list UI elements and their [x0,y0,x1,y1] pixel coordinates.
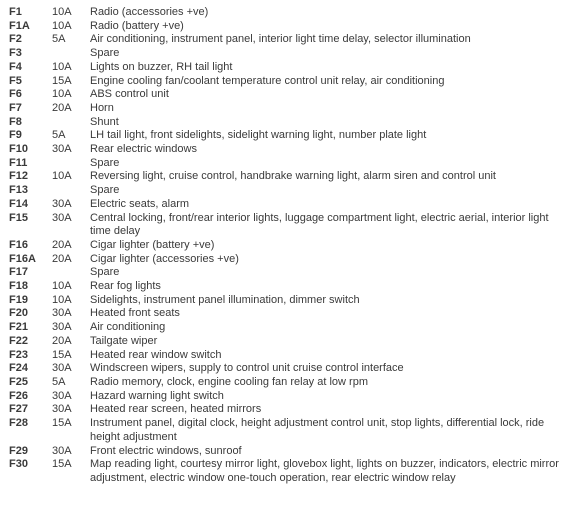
fuse-rating: 10A [52,293,72,306]
fuse-rating: 30A [52,403,72,416]
fuse-table [9,6,567,486]
fuse-id: F20 [9,307,28,320]
fuse-id: F8 [9,115,22,128]
fuse-id: F23 [9,348,28,361]
fuse-row [9,417,567,444]
fuse-circuit-description: Central locking, front/rear interior lights, luggage compartment light, electric aerial, interior light time delay [90,211,549,238]
fuse-row [9,294,567,308]
fuse-id: F17 [9,266,28,279]
fuse-id: F21 [9,321,28,334]
fuse-circuit-description: Radio (battery +ve) [90,19,184,32]
fuse-circuit-description: Heated front seats [90,307,180,320]
fuse-row [9,75,567,89]
fuse-rating: 10A [52,88,72,101]
fuse-circuit-description: Air conditioning [90,321,166,334]
fuse-rating: 15A [52,417,72,430]
fuse-row [9,458,567,485]
fuse-circuit-description: Spare [90,47,120,60]
fuse-rating: 15A [52,458,72,471]
fuse-row [9,239,567,253]
fuse-rating: 15A [52,74,72,87]
fuse-circuit-description: Cigar lighter (accessories +ve) [90,252,239,265]
fuse-row [9,198,567,212]
fuse-id: F14 [9,197,28,210]
fuse-row [9,280,567,294]
fuse-row [9,129,567,143]
fuse-row [9,47,567,61]
fuse-row [9,102,567,116]
fuse-id: F13 [9,184,28,197]
fuse-row [9,253,567,267]
fuse-rating: 30A [52,211,72,224]
fuse-circuit-description: Instrument panel, digital clock, height adjustment control unit, stop lights, differential lock, ride height adjustment [90,417,545,443]
fuse-row [9,403,567,417]
fuse-id: F10 [9,143,28,156]
fuse-rating: 10A [52,170,72,183]
fuse-row [9,143,567,157]
fuse-id: F19 [9,293,28,306]
fuse-row [9,61,567,75]
fuse-row [9,212,567,239]
fuse-id: F16A [9,252,36,265]
fuse-id: F3 [9,47,22,60]
fuse-row [9,157,567,171]
fuse-row [9,445,567,459]
fuse-row [9,33,567,47]
fuse-circuit-description: Spare [90,156,120,169]
fuse-id: F9 [9,129,22,142]
fuse-id: F18 [9,280,28,293]
fuse-row [9,116,567,130]
fuse-circuit-description: Air conditioning, instrument panel, interior light time delay, selector illumination [90,33,471,46]
fuse-circuit-description: Rear fog lights [90,280,161,293]
fuse-rating: 30A [52,321,72,334]
fuse-rating: 30A [52,143,72,156]
fuse-circuit-description: Radio (accessories +ve) [90,6,209,18]
fuse-circuit-description: Reversing light, cruise control, handbrake warning light, alarm siren and control unit [90,170,496,183]
fuse-row [9,307,567,321]
fuse-rating: 30A [52,197,72,210]
fuse-rating: 20A [52,101,72,114]
fuse-id: F4 [9,60,22,73]
fuse-rating: 10A [52,60,72,73]
fuse-rating: 30A [52,389,72,402]
fuse-row [9,20,567,34]
fuse-rating: 5A [52,33,66,46]
fuse-circuit-description: Sidelights, instrument panel illumination, dimmer switch [90,293,360,306]
fuse-circuit-description: Tailgate wiper [90,334,158,347]
fuse-circuit-description: Lights on buzzer, RH tail light [90,60,233,73]
fuse-rating: 15A [52,348,72,361]
fuse-row [9,184,567,198]
fuse-circuit-description: Engine cooling fan/coolant temperature control unit relay, air conditioning [90,74,445,87]
fuse-id: F27 [9,403,28,416]
fuse-rating: 30A [52,307,72,320]
fuse-id: F1A [9,19,30,32]
fuse-rating: 5A [52,129,66,142]
fuse-circuit-description: Cigar lighter (battery +ve) [90,238,215,251]
fuse-circuit-description: Front electric windows, sunroof [90,444,242,457]
fuse-id: F26 [9,389,28,402]
fuse-circuit-description: Electric seats, alarm [90,197,190,210]
fuse-row [9,170,567,184]
fuse-rating: 10A [52,280,72,293]
fuse-rating: 20A [52,252,72,265]
fuse-circuit-description: Windscreen wipers, supply to control unit cruise control interface [90,362,404,375]
fuse-circuit-description: Spare [90,266,120,279]
fuse-row [9,266,567,280]
fuse-id: F7 [9,101,22,114]
fuse-circuit-description: LH tail light, front sidelights, sidelight warning light, number plate light [90,129,427,142]
fuse-circuit-description: Heated rear window switch [90,348,222,361]
fuse-id: F30 [9,458,28,471]
fuse-rating: 30A [52,444,72,457]
fuse-row [9,362,567,376]
fuse-id: F6 [9,88,22,101]
fuse-row [9,6,567,20]
fuse-rating: 20A [52,238,72,251]
fuse-id: F5 [9,74,22,87]
fuse-circuit-description: ABS control unit [90,88,169,101]
fuse-rating: 5A [52,375,66,388]
fuse-circuit-description: Rear electric windows [90,143,197,156]
fuse-id: F12 [9,170,28,183]
fuse-rating: 20A [52,334,72,347]
fuse-circuit-description: Hazard warning light switch [90,389,224,402]
fuse-id: F29 [9,444,28,457]
fuse-id: F16 [9,238,28,251]
fuse-circuit-description: Radio memory, clock, engine cooling fan relay at low rpm [90,375,368,388]
fuse-id: F22 [9,334,28,347]
fuse-row [9,321,567,335]
fuse-id: F24 [9,362,28,375]
fuse-id: F11 [9,156,28,169]
fuse-circuit-description: Shunt [90,115,119,128]
fuse-row [9,88,567,102]
fuse-row [9,349,567,363]
fuse-id: F28 [9,417,28,430]
fuse-row [9,390,567,404]
fuse-rating: 30A [52,362,72,375]
fuse-id: F25 [9,375,28,388]
fuse-row [9,335,567,349]
fuse-circuit-description: Horn [90,101,114,114]
fuse-circuit-description: Map reading light, courtesy mirror light, glovebox light, lights on buzzer, indicators, electric mirror adjustment, electric window one-touch operation, rear electric window relay [90,458,559,484]
fuse-circuit-description: Heated rear screen, heated mirrors [90,403,262,416]
fuse-id: F1 [9,6,22,18]
fuse-rating: 10A [52,6,72,18]
fuse-rating: 10A [52,19,72,32]
fuse-id: F2 [9,33,22,46]
fuse-circuit-description: Spare [90,184,120,197]
fuse-id: F15 [9,211,28,224]
fuse-row [9,376,567,390]
